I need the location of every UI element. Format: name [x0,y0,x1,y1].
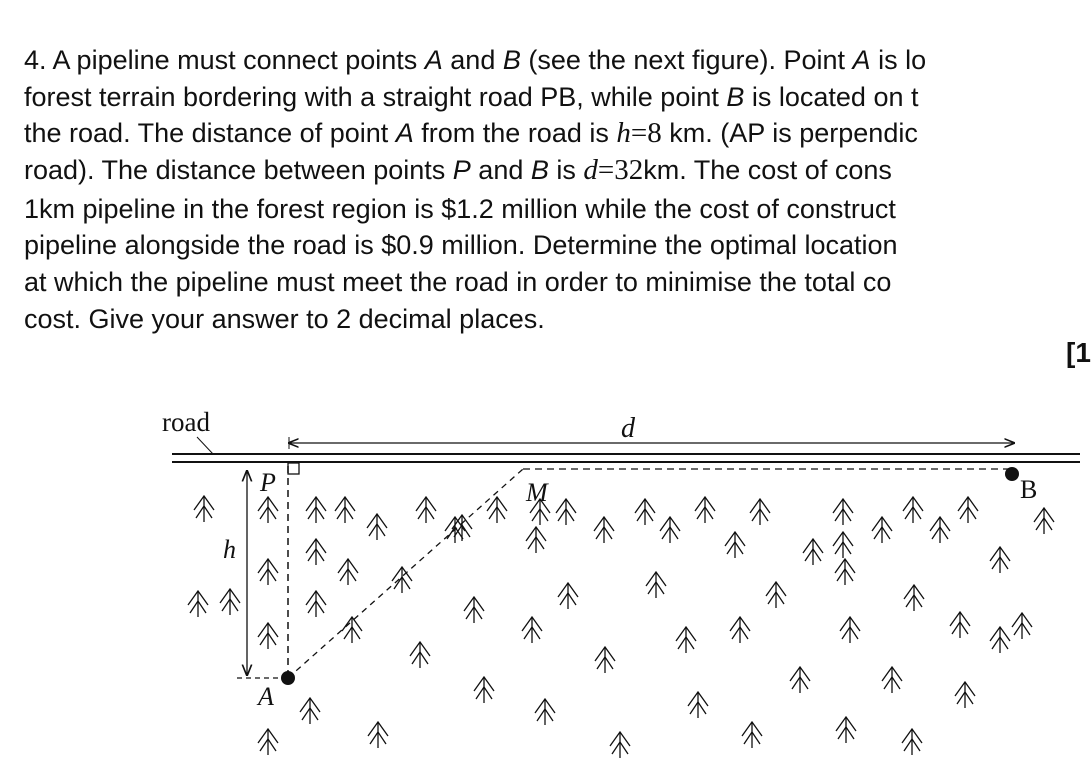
point-b-ref: B [530,155,549,185]
tree-icon [306,591,326,617]
tree-icon [1012,613,1032,639]
tree-icon [338,559,358,585]
tree-icon [955,682,975,708]
tree-icon [930,517,950,543]
point-a [281,671,295,685]
tree-icon [594,517,614,543]
text: km. (AP is perpendic [661,118,918,148]
tree-icon [188,591,208,617]
tree-icon [306,539,326,565]
tree-icon [342,617,362,643]
d-variable: d [583,154,598,186]
tree-icon [1034,508,1054,534]
tree-icon [840,617,860,643]
marks-label: [1 [1066,337,1091,368]
tree-icon [194,496,214,522]
tree-icon [416,497,436,523]
tree-icon [558,583,578,609]
text: forest terrain bordering with a straight road PB, while point [24,82,727,112]
point-b-ref: B [502,45,521,75]
point-b-label: B [1020,475,1038,504]
text: is located on t [744,82,919,112]
tree-icon [258,559,278,585]
point-b [1005,467,1019,481]
point-a-ref: A [852,45,871,75]
tree-icon [556,499,576,525]
tree-icon [990,627,1010,653]
question-line-5: 1km pipeline in the forest region is $1.2 million while the cost of construct [24,194,896,224]
tree-icon [766,582,786,608]
text: 4. A pipeline must connect points [24,45,425,75]
distance-h-label: h [223,535,236,564]
point-p-ref: P [452,155,471,185]
tree-icon [610,732,630,758]
tree-icon [526,527,546,553]
distance-d-label: d [621,413,635,444]
tree-icon [902,729,922,755]
text: and [470,155,531,185]
point-m-label: M [526,478,548,507]
h-equals: =8 [630,117,662,149]
point-a-ref: A [424,45,443,75]
tree-icon [474,677,494,703]
point-a-label: A [258,682,274,711]
tree-icon [790,667,810,693]
text: km. The cost of cons [643,155,892,185]
tree-icon [300,698,320,724]
tree-icon [695,497,715,523]
tree-icon [730,617,750,643]
text: is lo [870,45,927,75]
text: (see the next figure). Point [520,45,853,75]
point-b-ref: B [726,82,745,112]
tree-icon [258,497,278,523]
tree-icon [676,627,696,653]
tree-icon [258,623,278,649]
tree-icon [904,585,924,611]
tree-icon [833,499,853,525]
forest-trees [188,496,1054,758]
tree-icon [660,517,680,543]
tree-icon [335,497,355,523]
text: from the road is [413,118,617,148]
tree-icon [903,497,923,523]
tree-icon [836,717,856,743]
text: and [442,45,503,75]
question-line-8: cost. Give your answer to 2 decimal places. [24,304,545,334]
tree-icon [803,539,823,565]
question-line-7: at which the pipeline must meet the road in order to minimise the total co [24,267,892,297]
right-angle-marker [288,463,299,474]
tree-icon [410,642,430,668]
tree-icon [535,699,555,725]
point-p-label: P [260,468,276,497]
tree-icon [368,722,388,748]
tree-icon [990,547,1010,573]
tree-icon [464,597,484,623]
tree-icon [487,497,507,523]
tree-icon [958,497,978,523]
tree-icon [872,517,892,543]
point-a-ref: A [395,118,414,148]
tree-icon [258,729,278,755]
road [172,454,1080,462]
tree-icon [646,572,666,598]
text: is [548,155,584,185]
tree-icon [950,612,970,638]
tree-icon [882,667,902,693]
tree-icon [522,617,542,643]
question-line-6: pipeline alongside the road is $0.9 million. Determine the optimal location [24,230,898,260]
tree-icon [635,499,655,525]
road-label: road [162,407,210,437]
tree-icon [367,514,387,540]
tree-icon [220,589,240,615]
tree-icon [750,499,770,525]
pipeline-forest-segment [288,469,523,678]
tree-icon [725,532,745,558]
d-equals: =32 [597,154,644,186]
h-variable: h [616,117,631,149]
tree-icon [306,497,326,523]
tree-icon [392,567,412,593]
road-label-pointer [197,437,213,454]
text: road). The distance between points [24,155,453,185]
tree-icon [835,559,855,585]
tree-icon [688,692,708,718]
tree-icon [742,722,762,748]
text: the road. The distance of point [24,118,396,148]
tree-icon [595,647,615,673]
tree-icon [833,532,853,558]
